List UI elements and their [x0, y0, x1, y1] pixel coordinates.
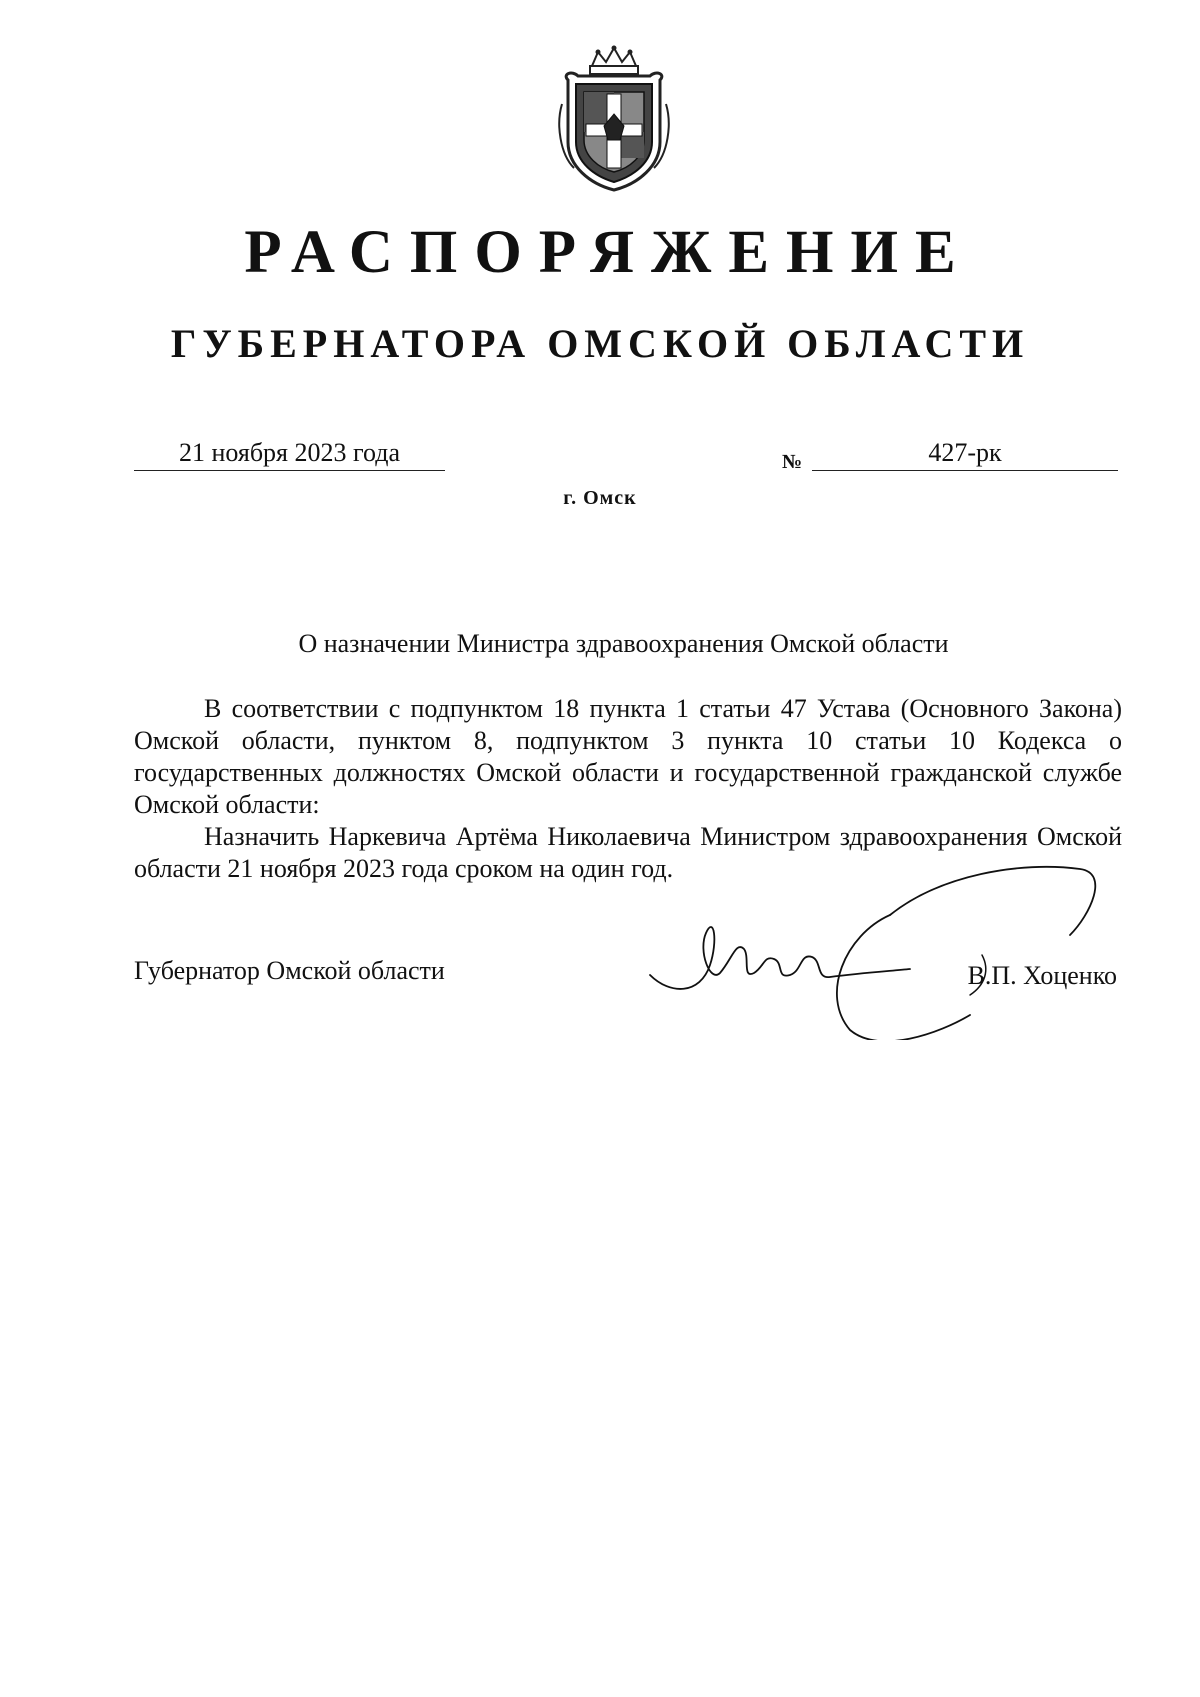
body-paragraph-appointment: Назначить Наркевича Артёма Николаевича Министром здравоохранения Омской области 21 ноября 2023 года сроком на один год. [134, 822, 1122, 883]
document-title: РАСПОРЯЖЕНИЕ [244, 219, 973, 286]
document-subtitle: ГУБЕРНАТОРА ОМСКОЙ ОБЛАСТИ [170, 321, 1030, 366]
handwritten-signature-icon [640, 855, 1110, 1040]
number-label: № [782, 451, 803, 473]
signer-name: В.П. Хоценко [967, 961, 1117, 990]
body-paragraph-basis: В соответствии с подпунктом 18 пункта 1 статьи 47 Устава (Основного Закона) Омской области, пунктом 8, подпунктом 3 пункта 10 статьи 10 Кодекса о государственных должностях Омской области и государственной гражданской службе Омской области: [134, 694, 1122, 819]
document-number: 427-рк [812, 440, 1118, 471]
issue-city: г. Омск [563, 487, 637, 509]
signer-position: Губернатор Омской области [134, 956, 445, 985]
document-subject: О назначении Министра здравоохранения Омской области [298, 629, 949, 658]
coat-of-arms-icon [554, 44, 674, 194]
document-date: 21 ноября 2023 года [134, 440, 445, 471]
